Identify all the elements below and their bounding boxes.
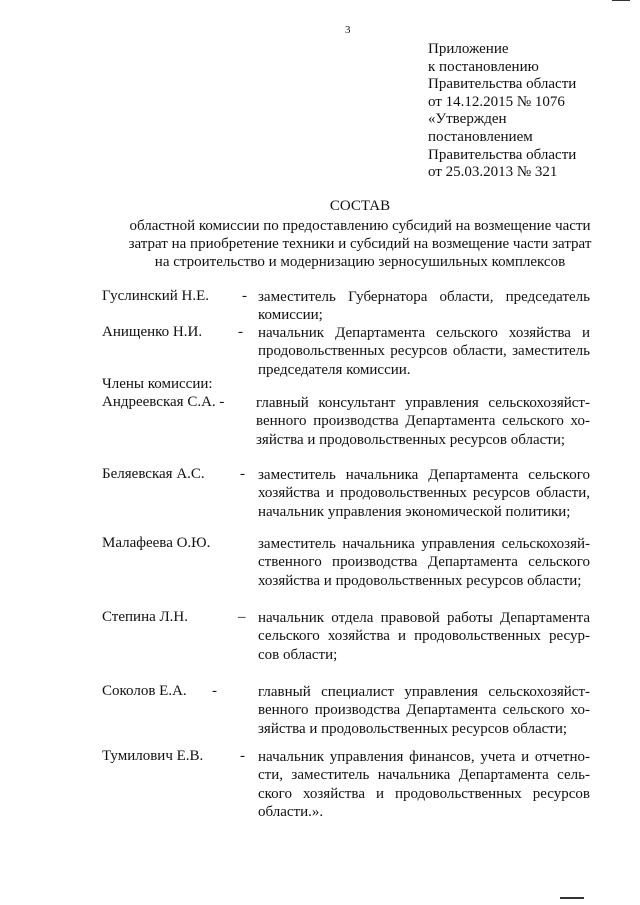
description-line: зяйства и продовольственных ресурсов области; bbox=[256, 431, 566, 448]
member-description bbox=[258, 324, 590, 379]
appendix-line: Правительства области bbox=[428, 146, 577, 163]
description-line: сельского хозяйства и продовольственных ресур- bbox=[258, 628, 590, 645]
description-line: начальник управления экономической политики; bbox=[258, 503, 571, 520]
description-line: области.». bbox=[258, 804, 324, 821]
appendix-line: Правительства области bbox=[428, 76, 577, 93]
member-dash: – bbox=[238, 609, 246, 625]
appendix-line: к постановлению bbox=[428, 58, 539, 75]
description-line: венного производства Департамента сельского хо- bbox=[256, 413, 590, 430]
member-dash: - bbox=[242, 288, 247, 304]
member-name: Степина Л.Н. bbox=[102, 609, 189, 625]
description-line: сти, заместитель начальника Департамента сель- bbox=[258, 767, 590, 784]
member-name: Анищенко Н.И. bbox=[102, 324, 203, 340]
appendix-line: постановлением bbox=[428, 128, 533, 145]
document-subtitle bbox=[100, 218, 620, 271]
member-name: Беляевская А.С. bbox=[102, 466, 205, 482]
member-description bbox=[258, 535, 590, 590]
description-line: начальник отдела правовой работы Департамента bbox=[258, 610, 590, 626]
member-dash: - bbox=[238, 324, 243, 340]
description-line: хозяйства и продовольственных ресурсов области; bbox=[258, 572, 582, 589]
page-number: 3 bbox=[345, 24, 351, 36]
member-description bbox=[258, 609, 590, 664]
member-name: Соколов Е.А. bbox=[102, 683, 187, 699]
member-name: Тумилович Е.В. bbox=[102, 748, 204, 764]
document-title: СОСТАВ bbox=[329, 198, 391, 214]
appendix-line: «Утвержден bbox=[428, 111, 507, 128]
description-line: главный специалист управления сельскохозяйст- bbox=[258, 684, 590, 700]
scan-mark-top bbox=[612, 0, 630, 1]
description-line: венного производства Департамента сельского хо- bbox=[258, 702, 590, 719]
appendix-line: Приложение bbox=[428, 41, 509, 57]
subtitle-line: на строительство и модернизацию зерносушильных комплексов bbox=[154, 253, 566, 270]
member-name: Андреевская С.А. - bbox=[102, 394, 225, 410]
scan-mark-bottom bbox=[560, 897, 584, 899]
members-section-label: Члены комиссии: bbox=[102, 376, 213, 392]
description-line: главный консультант управления сельскохозяйст- bbox=[256, 395, 590, 411]
member-description bbox=[256, 394, 590, 449]
member-description bbox=[258, 288, 590, 325]
description-line: ского хозяйства и продовольственных ресурсов bbox=[258, 785, 590, 802]
subtitle-line: затрат на приобретение техники и субсидий на возмещение части затрат bbox=[128, 235, 592, 252]
description-line: начальник Департамента сельского хозяйства и bbox=[258, 325, 590, 341]
description-line: сов области; bbox=[258, 646, 338, 663]
member-description bbox=[258, 466, 590, 521]
member-name: Гуслинский Н.Е. bbox=[102, 288, 210, 304]
member-dash: - bbox=[212, 683, 217, 699]
appendix-block bbox=[428, 41, 628, 182]
description-line: ственного производства Департамента сельского bbox=[258, 554, 590, 571]
appendix-line: от 25.03.2013 № 321 bbox=[428, 164, 558, 181]
description-line: начальник управления финансов, учета и отчетно- bbox=[258, 749, 590, 765]
member-description bbox=[258, 748, 590, 822]
description-line: продовольственных ресурсов области, заместитель bbox=[258, 343, 590, 360]
member-description bbox=[258, 683, 590, 738]
member-dash: - bbox=[240, 748, 245, 764]
description-line: заместитель начальника Департамента сельского bbox=[258, 467, 590, 483]
description-line: хозяйства и продовольственных ресурсов области, bbox=[258, 485, 590, 502]
subtitle-line: областной комиссии по предоставлению субсидий на возмещение части bbox=[129, 218, 591, 234]
description-line: комиссии; bbox=[258, 307, 323, 324]
member-name: Малафеева О.Ю. bbox=[102, 535, 211, 551]
member-dash: - bbox=[240, 466, 245, 482]
appendix-line: от 14.12.2015 № 1076 bbox=[428, 93, 565, 110]
description-line: председателя комиссии. bbox=[258, 361, 411, 378]
description-line: заместитель Губернатора области, председатель bbox=[258, 289, 590, 305]
description-line: зяйства и продовольственных ресурсов области; bbox=[258, 720, 568, 737]
description-line: заместитель начальника управления сельскохозяй- bbox=[258, 536, 590, 552]
